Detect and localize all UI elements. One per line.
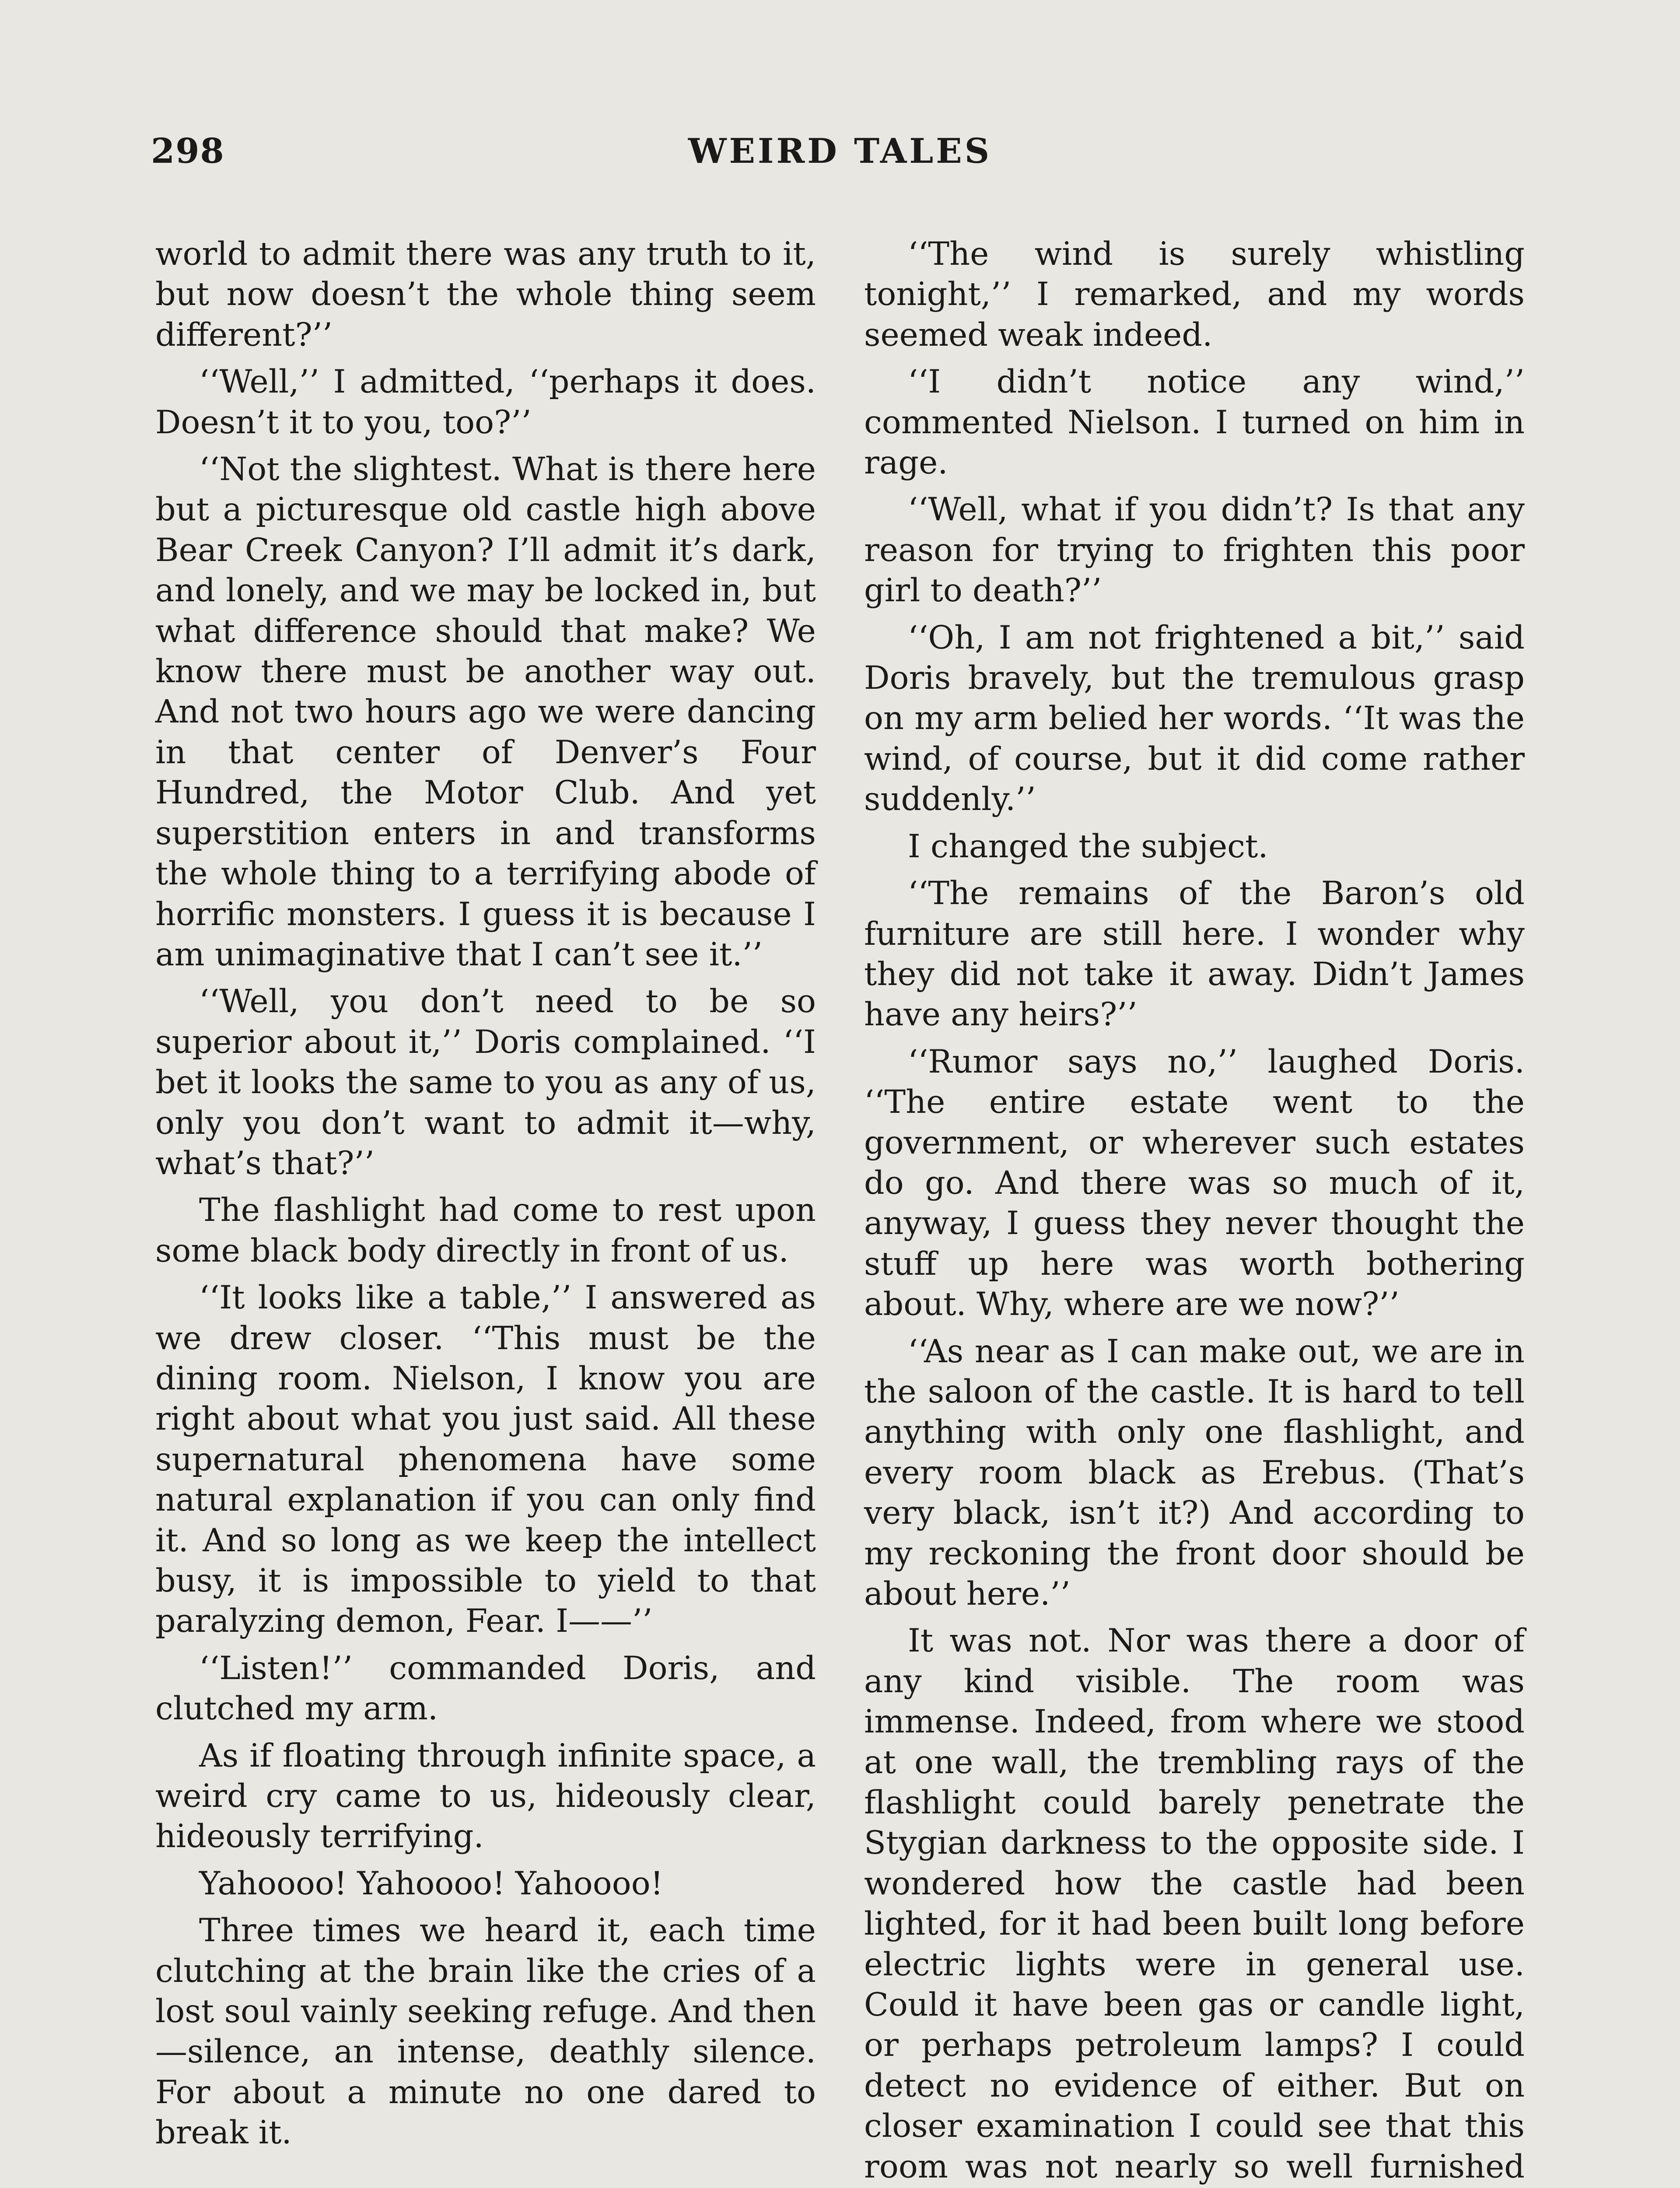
paragraph: ‘‘Well, you don’t need to be so superior about it,’’ Doris complained. ‘‘I bet it looks the same to you as any of us, only you don’t want to admit it—why, what’s that?’’ (155, 983, 816, 1182)
paragraph: ‘‘Well, what if you didn’t? Is that any reason for trying to frighten this poor girl to death?’’ (864, 491, 1525, 610)
paragraph: ‘‘Well,’’ I admitted, ‘‘perhaps it does. Doesn’t it to you, too?’’ (155, 363, 816, 441)
paragraph: ‘‘Rumor says no,’’ laughed Doris. ‘‘The entire estate went to the government, or wherever such estates do go. And there was so much of it, anyway, I guess they never thought the stuff up here was worth bothering about. Why, where are we now?’’ (864, 1043, 1525, 1323)
paragraph: ‘‘It looks like a table,’’ I answered as we drew closer. ‘‘This must be the dining room. Nielson, I know you are right about what you just said. All these supernatural phenomena have some natural explanation if you can only find it. And so long as we keep the intellect busy, it is impossible to yield to that paralyzing demon, Fear. I——’’ (155, 1279, 816, 1640)
paragraph: ‘‘The wind is surely whistling tonight,’’ I remarked, and my words seemed weak indeed. (864, 235, 1525, 354)
paragraph: As if floating through infinite space, a weird cry came to us, hideously clear, hideously terrifying. (155, 1737, 816, 1855)
paragraph: ‘‘Oh, I am not frightened a bit,’’ said Doris bravely, but the tremulous grasp on my arm belied her words. ‘‘It was the wind, of course, but it did come rather suddenly.’’ (864, 619, 1525, 818)
paragraph: It was not. Nor was there a door of any kind visible. The room was immense. Indeed, from where we stood at one wall, the trembling rays of the flashlight could barely penetrate the Stygian darkness to the opposite side. I wondered how the castle had been lighted, for it had been built long before electric lights were in general use. Could it have been gas or candle light, or perhaps petroleum lamps? I could detect no evidence of either. But on closer examination I could see that this room was not nearly so well furnished (864, 1622, 1525, 2185)
paragraph: ‘‘The remains of the Baron’s old furniture are still here. I wonder why they did not take it away. Didn’t James have any heirs?’’ (864, 875, 1525, 1034)
page-number: 298 (151, 131, 225, 171)
paragraph: world to admit there was any truth to it, but now doesn’t the whole thing seem different?’’ (155, 235, 816, 354)
paragraph: Three times we heard it, each time clutching at the brain like the cries of a lost soul vainly seeking refuge. And then—silence, an intense, deathly silence. For about a minute no one dared to break it. (155, 1912, 816, 2152)
paragraph: ‘‘Not the slightest. What is there here but a picturesque old castle high above Bear Creek Canyon? I’ll admit it’s dark, and lonely, and we may be locked in, but what difference should that make? We know there must be another way out. And not two hours ago we were dancing in that center of Denver’s Four Hundred, the Motor Club. And yet superstition enters in and transforms the whole thing to a terrifying abode of horrific monsters. I guess it is because I am unimaginative that I can’t see it.’’ (155, 451, 816, 973)
left-text-column (155, 234, 816, 2160)
paragraph: The flashlight had come to rest upon some black body directly in front of us. (155, 1192, 816, 1269)
paragraph: I changed the subject. (908, 828, 1268, 865)
paragraph: Yahoooo! Yahoooo! Yahoooo! (199, 1865, 663, 1902)
paragraph: ‘‘Listen!’’ commanded Doris, and clutched my arm. (155, 1649, 816, 1728)
right-text-column (864, 234, 1525, 2188)
magazine-title: WEIRD TALES (688, 131, 992, 171)
page-header (151, 131, 1529, 184)
paragraph: ‘‘I didn’t notice any wind,’’ commented Nielson. I turned on him in rage. (864, 363, 1525, 482)
paragraph: ‘‘As near as I can make out, we are in the saloon of the castle. It is hard to tell anything with only one flashlight, and every room black as Erebus. (That’s very black, isn’t it?) And according to my reckoning the front door should be about here.’’ (864, 1332, 1525, 1613)
